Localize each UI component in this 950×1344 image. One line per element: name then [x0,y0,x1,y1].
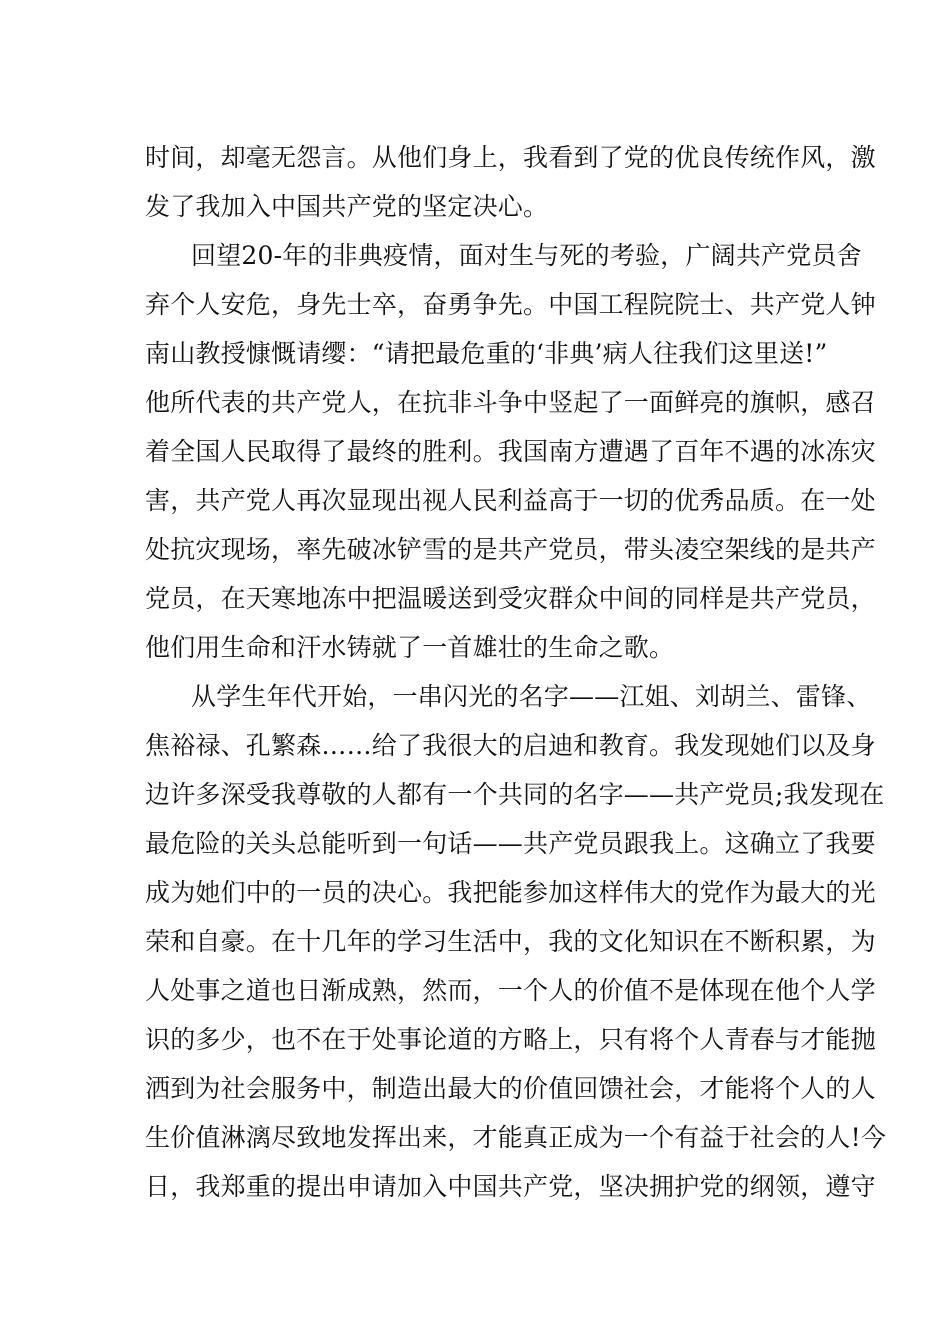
text-line-9: 处抗灾现场，率先破冰铲雪的是共产党员，带头凌空架线的是共产 [145,535,876,564]
text-line-4: 弃个人安危，身先士卒，奋勇争先。中国工程院院士、共产党人钟 [145,290,876,319]
text-line-12-paragraph-start: 从学生年代开始，一串闪光的名字——江姐、刘胡兰、雷锋、 [191,682,872,711]
text-line-3-paragraph-start: 回望20-年的非典疫情，面对生与死的考验，广阔共产党员舍 [191,241,862,270]
body-text [145,133,887,1211]
text-line-18: 人处事之道也日渐成熟，然而，一个人的价值不是体现在他个人学 [145,976,876,1005]
text-line-6: 他所代表的共产党人，在抗非斗争中竖起了一面鲜亮的旗帜，感召 [145,388,876,417]
text-line-13: 焦裕禄、孔繁森……给了我很大的启迪和教育。我发现她们以及身 [145,731,876,760]
text-line-11: 他们用生命和汗水铸就了一首雄壮的生命之歌。 [145,633,675,662]
text-line-21: 生价值淋漓尽致地发挥出来，才能真正成为一个有益于社会的人!今 [145,1123,887,1152]
text-line-5: 南山教授慷慨请缨：“请把最危重的‘非典’病人往我们这里送!” [145,339,828,368]
text-line-1: 时间，却毫无怨言。从他们身上，我看到了党的优良传统作风，激 [145,143,876,172]
text-line-15: 最危险的关头总能听到一句话——共产党员跟我上。这确立了我要 [145,829,876,858]
text-line-16: 成为她们中的一员的决心。我把能参加这样伟大的党作为最大的光 [145,878,876,907]
text-line-20: 洒到为社会服务中，制造出最大的价值回馈社会，才能将个人的人 [145,1074,876,1103]
text-line-2: 发了我加入中国共产党的坚定决心。 [145,192,549,221]
text-line-14: 边许多深受我尊敬的人都有一个共同的名字——共产党员;我发现在 [145,780,885,809]
text-line-7: 着全国人民取得了最终的胜利。我国南方遭遇了百年不遇的冰冻灾 [145,437,876,466]
text-line-22: 日，我郑重的提出申请加入中国共产党，坚决拥护党的纲领，遵守 [145,1172,876,1201]
text-line-17: 荣和自豪。在十几年的学习生活中，我的文化知识在不断积累，为 [145,927,876,956]
text-line-19: 识的多少，也不在于处事论道的方略上，只有将个人青春与才能抛 [145,1025,876,1054]
text-line-10: 党员，在天寒地冻中把温暖送到受灾群众中间的同样是共产党员， [145,584,876,613]
text-line-8: 害，共产党人再次显现出视人民利益高于一切的优秀品质。在一处 [145,486,876,515]
